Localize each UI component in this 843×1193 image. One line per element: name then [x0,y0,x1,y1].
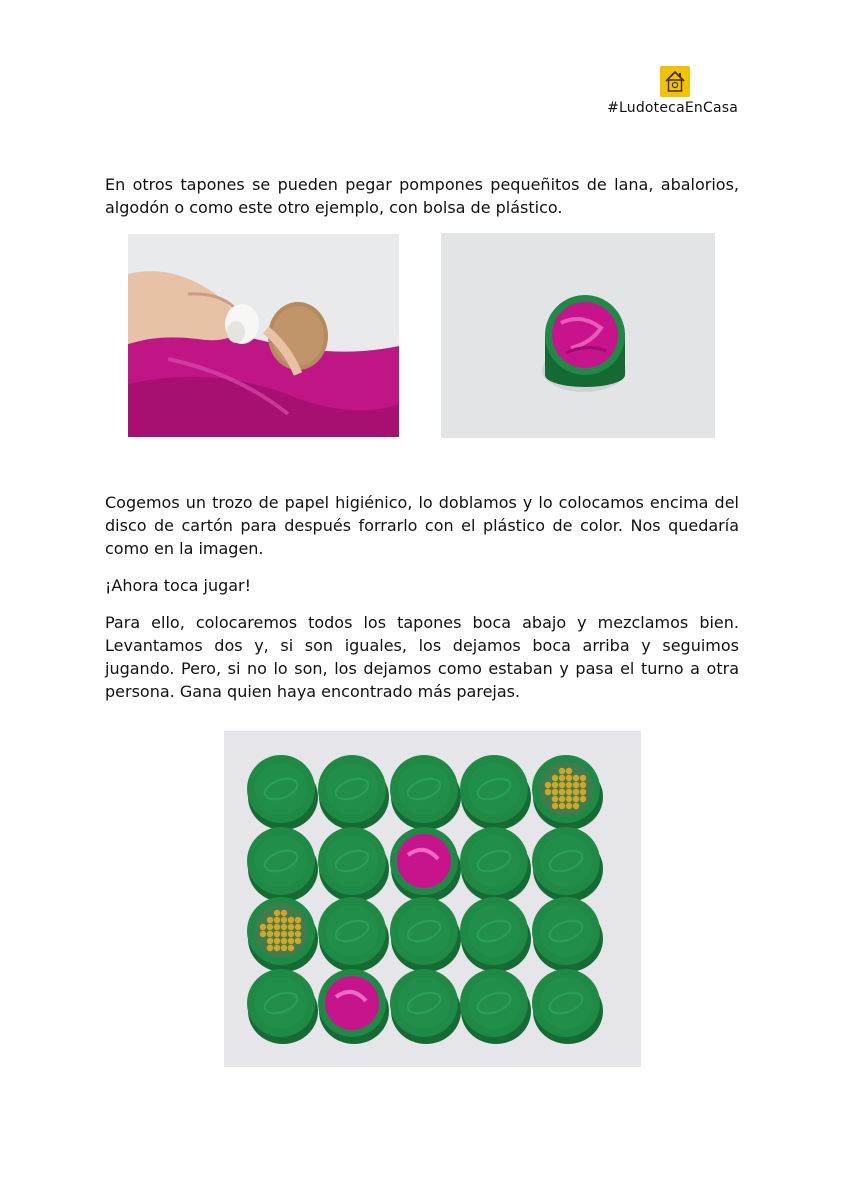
house-logo-icon [660,66,690,97]
paragraph-intro: En otros tapones se pueden pegar pompones pequeñitos de lana, abalorios, algodón o como este otro ejemplo, con bolsa de plástico. [105,175,739,217]
hashtag-label: #LudotecaEnCasa [607,100,738,116]
photo-cap-pink-plastic [441,233,715,438]
photo-caps-grid [224,731,641,1067]
paragraph-lets-play: ¡Ahora toca jugar! [105,576,252,595]
paragraph-instructions: Cogemos un trozo de papel higiénico, lo doblamos y lo colocamos encima del disco de cartón para después forrarlo con el plástico de color. Nos quedaría como en la imagen. [105,493,739,558]
photo-hand-cotton-cardboard [128,234,399,437]
paragraph-game-rules: Para ello, colocaremos todos los tapones boca abajo y mezclamos bien. Levantamos dos y, si son iguales, los dejamos boca arriba y seguimos jugando. Pero, si no lo son, los dejamos como estaban y pasa el turno a otra persona. Gana quien haya encontrado más parejas. [105,613,739,701]
